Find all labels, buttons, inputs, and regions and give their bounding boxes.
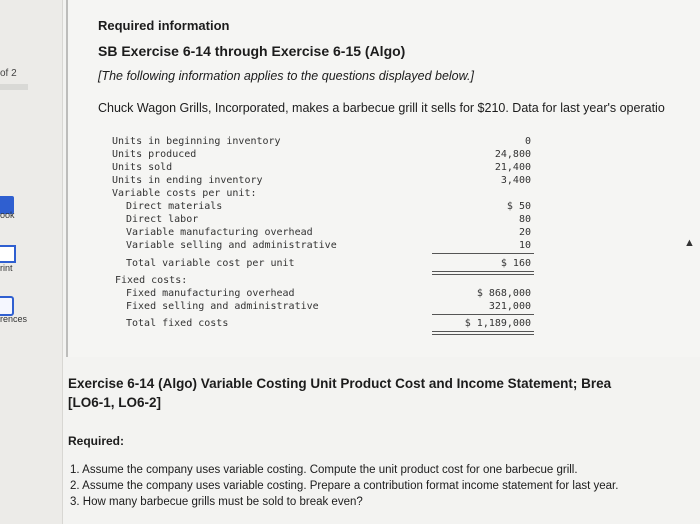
requirements-list (70, 462, 618, 510)
exercise-heading-line2: [LO6-1, LO6-2] (68, 395, 162, 410)
table-row-label: Total variable cost per unit (126, 258, 295, 269)
ebook-label: ook (0, 210, 15, 220)
table-row-value: $ 160 (500, 258, 531, 269)
table-row-label: Variable costs per unit: (112, 188, 257, 199)
page-indicator: of 2 (0, 68, 17, 79)
table-row-label: Units produced (112, 149, 197, 160)
applies-note: [The following information applies to the questions displayed below.] (98, 69, 474, 83)
table-row-label: Direct labor (126, 214, 199, 225)
list-item: 1. Assume the company uses variable costing. Compute the unit product cost for one barbecue grill. (70, 464, 578, 476)
references-label: rences (0, 314, 28, 324)
page-progress-bar (0, 84, 28, 90)
total-rule (432, 331, 534, 332)
mouse-cursor-icon: ▲ (684, 237, 695, 249)
table-row-label: Variable selling and administrative (126, 240, 337, 251)
table-row-label: Total fixed costs (126, 318, 229, 329)
table-row-value: 0 (524, 136, 531, 147)
table-row-value: $ 1,189,000 (464, 318, 531, 329)
exercise-title: SB Exercise 6-14 through Exercise 6-15 (Algo) (98, 43, 406, 59)
table-row-label: Variable manufacturing overhead (126, 227, 313, 238)
print-label: rint (0, 263, 13, 273)
table-row-label: Units in beginning inventory (112, 136, 281, 147)
exercise-heading-line1: Exercise 6-14 (Algo) Variable Costing Unit Product Cost and Income Statement; Brea (68, 376, 612, 391)
table-row-label: Fixed manufacturing overhead (126, 288, 295, 299)
required-information-panel (66, 0, 700, 357)
table-row-label: Fixed costs: (115, 275, 188, 286)
list-item: 2. Assume the company uses variable costing. Prepare a contribution format income statement for last year. (70, 480, 619, 492)
print-icon (0, 245, 16, 263)
table-row-value: 24,800 (494, 149, 531, 160)
table-row-label: Units in ending inventory (112, 175, 263, 186)
table-row-label: Direct materials (126, 201, 223, 212)
table-row-label: Fixed selling and administrative (126, 301, 319, 312)
table-row-value: 10 (518, 240, 531, 251)
table-row-value: 321,000 (488, 301, 531, 312)
total-rule (432, 271, 534, 272)
intro-text: Chuck Wagon Grills, Incorporated, makes a barbecue grill it sells for $210. Data for last year's operatio (98, 101, 665, 115)
exercise-heading (68, 374, 700, 412)
subtotal-rule (432, 314, 534, 315)
total-double-rule (432, 274, 534, 275)
subtotal-rule (432, 253, 534, 254)
table-row-value: 21,400 (494, 162, 531, 173)
table-row-label: Units sold (112, 162, 173, 173)
table-row-value: 20 (518, 227, 531, 238)
required-label: Required: (68, 434, 125, 448)
table-row-value: $ 868,000 (476, 288, 531, 299)
required-info-heading: Required information (98, 18, 230, 33)
list-item: 3. How many barbecue grills must be sold to break even? (70, 496, 363, 508)
table-row-value: $ 50 (506, 201, 531, 212)
table-row-value: 80 (518, 214, 531, 225)
references-icon (0, 296, 14, 316)
total-double-rule (432, 334, 534, 335)
left-sidebar (0, 0, 63, 524)
table-row-value: 3,400 (500, 175, 531, 186)
